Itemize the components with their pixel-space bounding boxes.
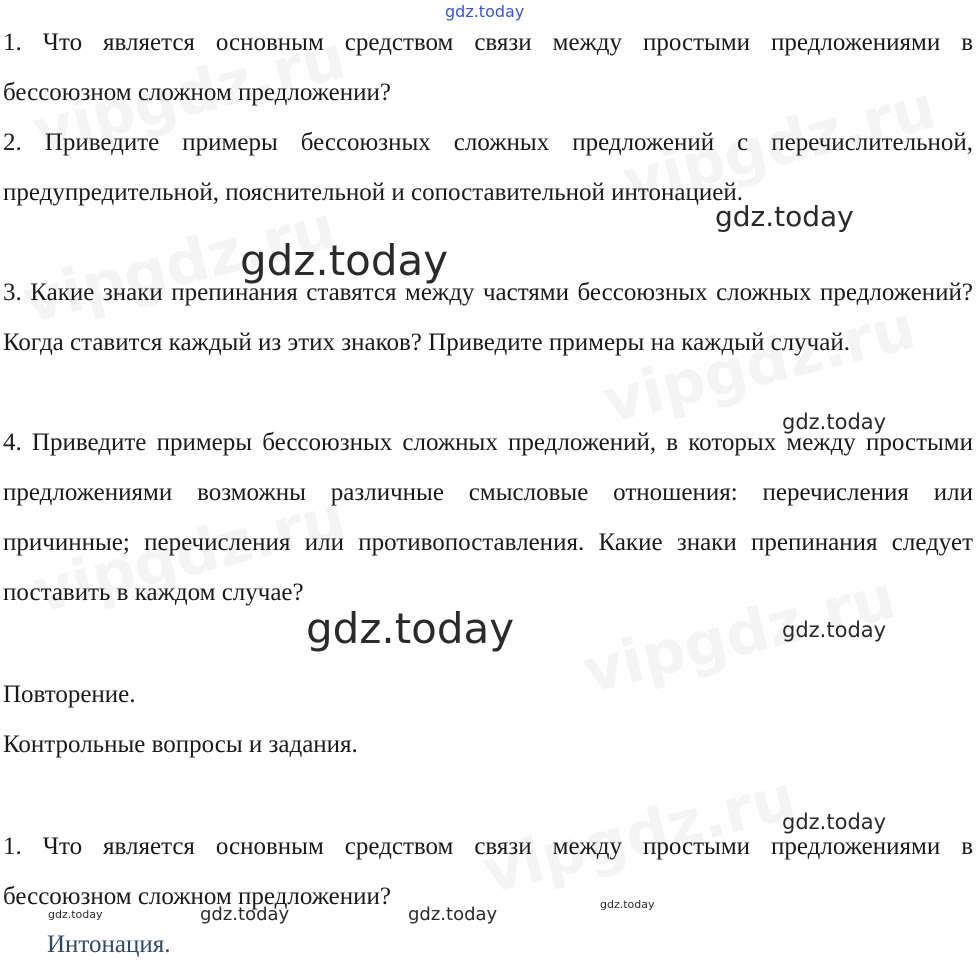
answer-text: Интонация. [47, 931, 171, 958]
watermark: gdz.today [782, 410, 887, 434]
section-heading: Повторение. [3, 681, 136, 708]
watermark: gdz.today [408, 904, 498, 925]
question-1: 1. Что является основным средством связи между простыми предложениями в бессоюзном сложном предложении? [3, 29, 973, 106]
watermark: gdz.today [715, 200, 854, 233]
question-4: 4. Приведите примеры бессоюзных сложных предложений, в которых между простыми предложениями возможны различные смысловые отношения: перечисления или причинные; перечисления или противопоставления. Какие знаки препинания следует поставить в каждом случае? [3, 429, 973, 606]
watermark: gdz.today [306, 604, 515, 653]
watermark: gdz.today [240, 236, 449, 285]
watermark: gdz.today [782, 810, 887, 834]
watermark: gdz.today [600, 898, 655, 911]
watermark: gdz.today [782, 618, 887, 642]
question-2: 2. Приведите примеры бессоюзных сложных предложений с перечислительной, предупредительной, пояснительной и сопоставительной интонацией. [3, 129, 973, 206]
top-watermark: gdz.today [445, 2, 525, 21]
section-subheading: Контрольные вопросы и задания. [3, 731, 358, 758]
watermark: gdz.today [200, 904, 290, 925]
watermark: gdz.today [48, 908, 103, 921]
repeat-question-1: 1. Что является основным средством связи между простыми предложениями в бессоюзном сложном предложении? [3, 833, 973, 910]
question-3: 3. Какие знаки препинания ставятся между частями бессоюзных сложных предложений? Когда ставится каждый из этих знаков? Приведите примеры на каждый случай. [3, 279, 973, 356]
